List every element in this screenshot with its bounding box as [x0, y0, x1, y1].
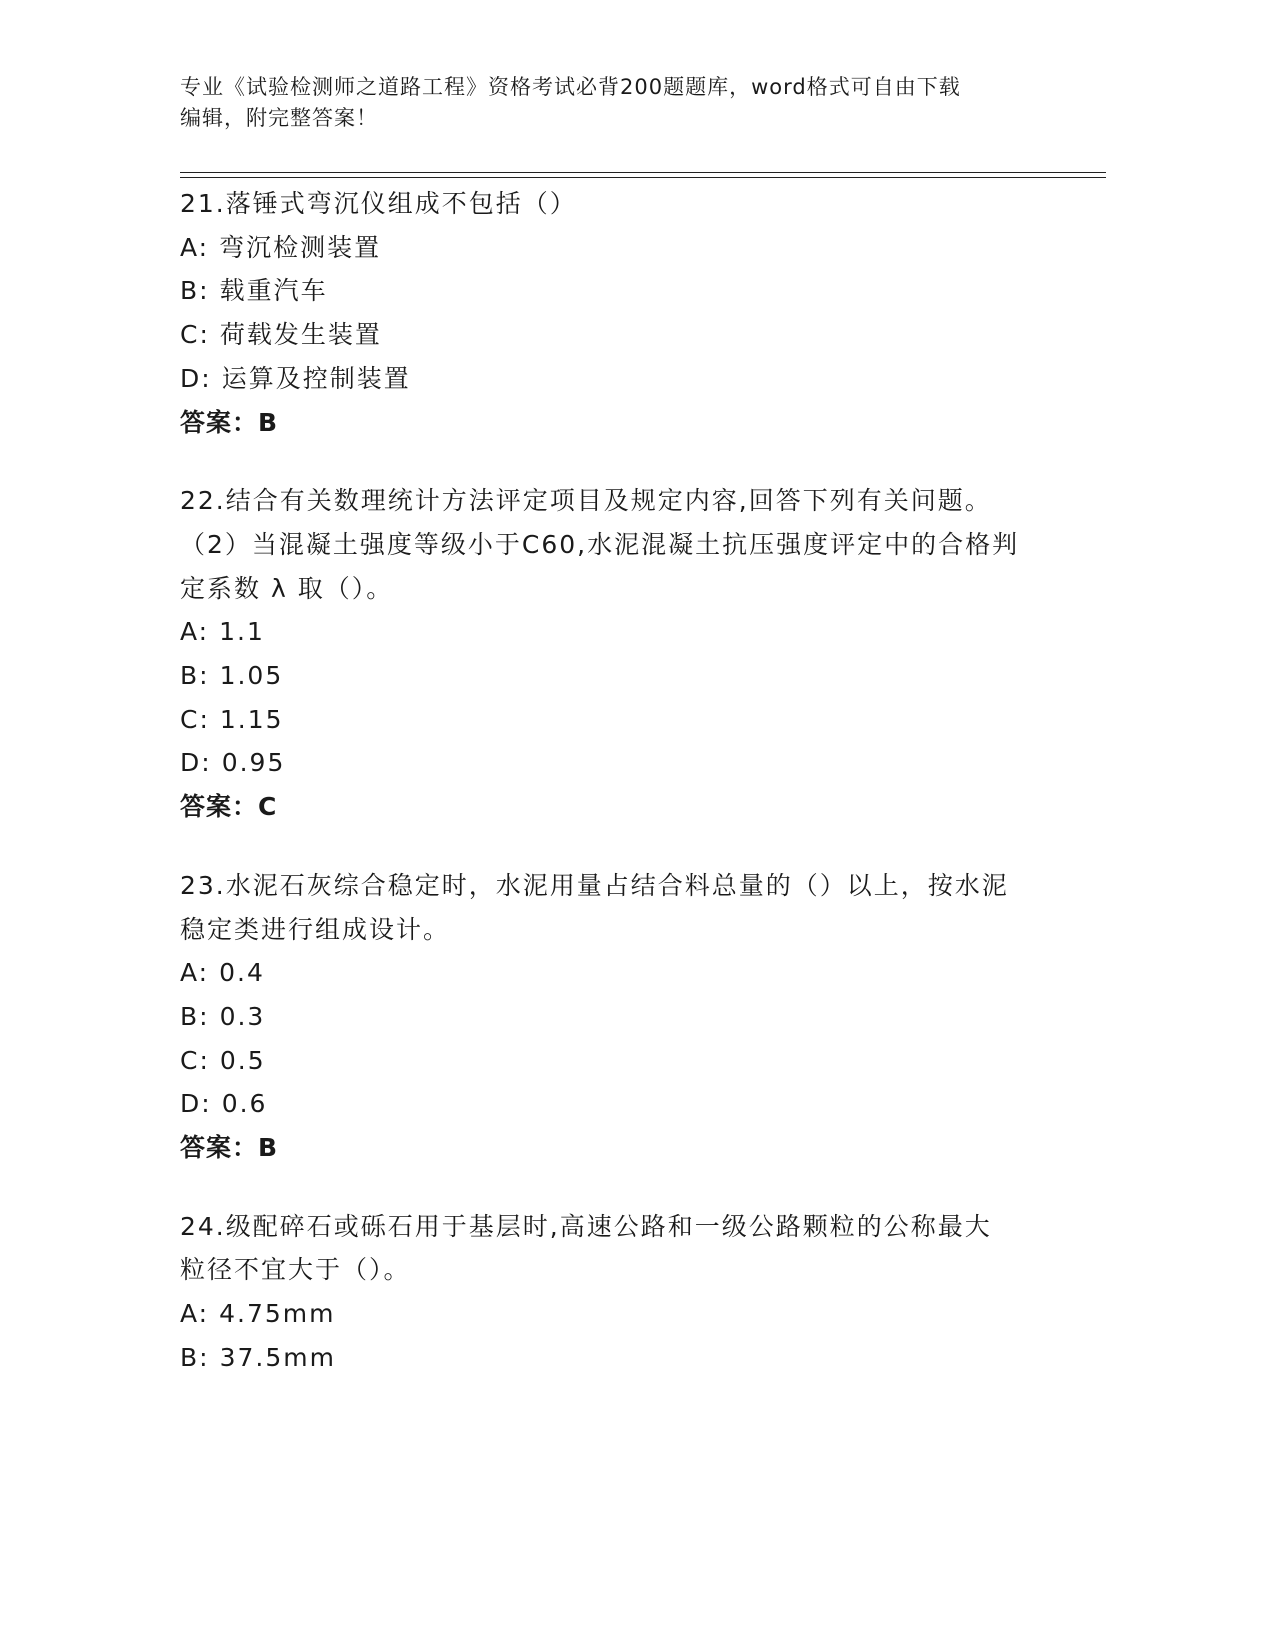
option-text: 4.75mm	[219, 1299, 336, 1329]
question-23	[180, 864, 1060, 1170]
header-line-2: 编辑，附完整答案！	[180, 106, 378, 130]
option-label: C:	[180, 704, 210, 734]
header-line-1: 专业《试验检测师之道路工程》资格考试必背200题题库，word格式可自由下载	[180, 75, 961, 99]
option-label: A:	[180, 617, 210, 647]
question-stem: 24.级配碎石或砾石用于基层时,高速公路和一级公路颗粒的公称最大	[180, 1211, 992, 1241]
option-label: B:	[180, 1001, 210, 1031]
option-label: A:	[180, 232, 210, 262]
option-c	[180, 313, 1060, 357]
question-24	[180, 1205, 1060, 1380]
option-a	[180, 951, 1060, 995]
header-divider-bottom	[180, 177, 1106, 178]
option-text: 0.95	[221, 748, 286, 778]
option-b	[180, 1336, 1060, 1380]
option-d	[180, 1082, 1060, 1126]
question-stem: （2）当混凝土强度等级小于C60,水泥混凝土抗压强度评定中的合格判	[180, 529, 1020, 559]
question-21	[180, 182, 1060, 444]
option-label: A:	[180, 958, 210, 988]
document-header	[180, 72, 1060, 134]
answer: 答案：C	[180, 792, 278, 822]
option-c	[180, 698, 1060, 742]
option-label: D:	[180, 748, 212, 778]
option-a	[180, 226, 1060, 270]
option-text: 运算及控制装置	[221, 363, 411, 393]
question-stem: 定系数 λ 取（）。	[180, 573, 394, 603]
option-label: B:	[180, 661, 210, 691]
question-stem: 稳定类进行组成设计。	[180, 914, 451, 944]
option-text: 荷载发生装置	[219, 320, 382, 350]
question-stem: 21.落锤式弯沉仪组成不包括（）	[180, 189, 577, 218]
option-text: 弯沉检测装置	[219, 232, 382, 262]
option-d	[180, 357, 1060, 401]
option-text: 载重汽车	[219, 276, 328, 306]
question-list	[180, 182, 1060, 1415]
option-label: B:	[180, 1342, 210, 1372]
option-b	[180, 269, 1060, 313]
option-text: 0.4	[219, 958, 265, 988]
option-text: 1.05	[219, 661, 284, 691]
option-b	[180, 995, 1060, 1039]
option-a	[180, 610, 1060, 654]
option-text: 0.5	[219, 1045, 266, 1075]
option-label: C:	[180, 320, 210, 350]
option-text: 0.3	[219, 1001, 266, 1031]
option-text: 1.15	[219, 704, 284, 734]
answer: 答案：B	[180, 1133, 279, 1163]
question-stem: 粒径不宜大于（）。	[180, 1255, 411, 1285]
option-b	[180, 654, 1060, 698]
option-text: 1.1	[219, 617, 265, 647]
option-c	[180, 1039, 1060, 1083]
answer: 答案：B	[180, 407, 279, 437]
option-label: C:	[180, 1045, 210, 1075]
question-stem: 23.水泥石灰综合稳定时，水泥用量占结合料总量的（）以上，按水泥	[180, 870, 1009, 900]
option-label: B:	[180, 276, 210, 306]
option-label: D:	[180, 363, 212, 393]
header-divider-top	[180, 172, 1106, 173]
question-stem: 22.结合有关数理统计方法评定项目及规定内容,回答下列有关问题。	[180, 486, 992, 516]
option-label: D:	[180, 1089, 212, 1119]
option-label: A:	[180, 1299, 210, 1329]
option-text: 0.6	[221, 1089, 268, 1119]
option-text: 37.5mm	[219, 1342, 336, 1372]
option-d	[180, 741, 1060, 785]
option-a	[180, 1292, 1060, 1336]
question-22	[180, 479, 1060, 829]
